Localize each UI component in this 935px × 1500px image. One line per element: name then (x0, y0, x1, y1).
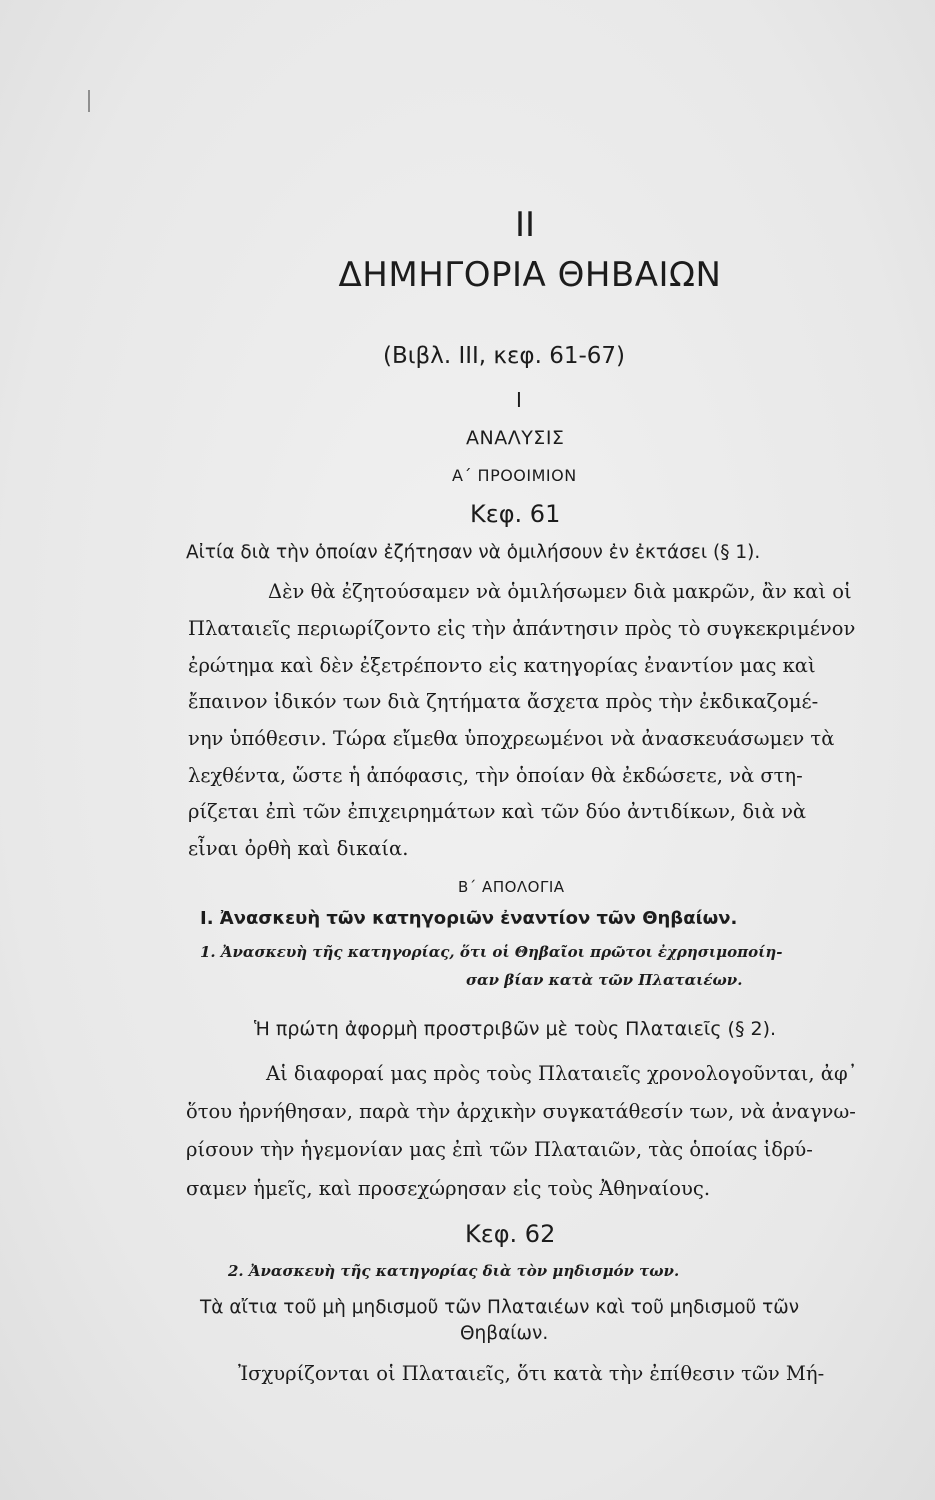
causes-summary: Τὰ αἴτια τοῦ μὴ μηδισμοῦ τῶν Πλαταιέων καὶ τοῦ μηδισμοῦ τῶν (200, 1297, 800, 1318)
item-2-heading: 2. Ἀνασκευὴ τῆς κατηγορίας διὰ τὸν μηδισμόν των. (228, 1262, 680, 1280)
paragraph-line: νην ὑπόθεσιν. Τώρα εἴμεθα ὑποχρεωμένοι νὰ ἀνασκευάσωμεν τὰ (188, 727, 835, 750)
paragraph-line: Πλαταιεῖς περιωρίζοντο εἰς τὴν ἀπάντησιν πρὸς τὸ συγκεκριμένον (188, 617, 856, 640)
paragraph-line: λεχθέντα, ὥστε ἡ ἀπόφασις, τὴν ὁποίαν θὰ ἐκδώσετε, νὰ στη- (188, 764, 803, 787)
chapter-61-heading: Κεφ. 61 (470, 500, 561, 528)
chapter-62-heading: Κεφ. 62 (465, 1220, 556, 1248)
paragraph-line: εἶναι ὀρθὴ καὶ δικαία. (188, 837, 409, 860)
paragraph-line: Ἰσχυρίζονται οἱ Πλαταιεῖς, ὅτι κατὰ τὴν ἐπίθεσιν τῶν Μή- (238, 1362, 825, 1385)
margin-mark (88, 90, 90, 112)
chapter-61-summary: Αἰτία διὰ τὴν ὁποίαν ἐζήτησαν νὰ ὁμιλήσουν ἐν ἐκτάσει (§ 1). (186, 542, 761, 563)
paragraph-line: ἔπαινον ἰδικόν των διὰ ζητήματα ἄσχετα πρὸς τὴν ἐκδικαζομέ- (188, 690, 819, 713)
paragraph-line: Αἱ διαφοραί μας πρὸς τοὺς Πλαταιεῖς χρονολογοῦνται, ἀφ᾿ (266, 1062, 858, 1085)
chapter-number: II (514, 205, 536, 245)
part-title: ΑΝΑΛΥΣΙΣ (466, 427, 565, 449)
subsection-heading: Α΄ ΠΡΟΟΙΜΙΟΝ (452, 466, 577, 485)
paragraph-line: Δὲν θὰ ἐζητούσαμεν νὰ ὁμιλήσωμεν διὰ μακρῶν, ἂν καὶ οἱ (268, 580, 852, 603)
item-1-heading-continued: σαν βίαν κατὰ τῶν Πλαταιέων. (466, 971, 743, 989)
part-number: I (516, 388, 522, 412)
paragraph-line: ὅτου ἠρνήθησαν, παρὰ τὴν ἀρχικὴν συγκατάθεσίν των, νὰ ἀναγνω- (186, 1100, 856, 1123)
paragraph-line: σαμεν ἡμεῖς, καὶ προσεχώρησαν εἰς τοὺς Ἀθηναίους. (186, 1177, 711, 1200)
paragraph-line: ἐρώτημα καὶ δὲν ἐξετρέποντο εἰς κατηγορίας ἐναντίον μας καὶ (188, 654, 816, 677)
paragraph-line: ρίσουν τὴν ἡγεμονίαν μας ἐπὶ τῶν Πλαταιῶν, τὰς ὁποίας ἱδρύ- (186, 1138, 813, 1161)
page-title: ΔΗΜΗΓΟΡΙΑ ΘΗΒΑΙΩΝ (338, 255, 722, 295)
book-reference: (Βιβλ. III, κεφ. 61-67) (383, 343, 626, 369)
item-1-heading: 1. Ἀνασκευὴ τῆς κατηγορίας, ὅτι οἱ Θηβαῖοι πρῶτοι ἐχρησιμοποίη- (200, 943, 783, 961)
section-1-heading: Ι. Ἀνασκευὴ τῶν κατηγοριῶν ἐναντίον τῶν Θηβαίων. (200, 908, 738, 929)
paragraph-line: ρίζεται ἐπὶ τῶν ἐπιχειρημάτων καὶ τῶν δύο ἀντιδίκων, διὰ νὰ (188, 800, 807, 823)
causes-summary-continued: Θηβαίων. (460, 1323, 549, 1344)
apologia-heading: Β΄ ΑΠΟΛΟΓΙΑ (458, 878, 565, 896)
first-cause-summary: Ἡ πρώτη ἀφορμὴ προστριβῶν μὲ τοὺς Πλαταιεῖς (§ 2). (254, 1018, 777, 1040)
